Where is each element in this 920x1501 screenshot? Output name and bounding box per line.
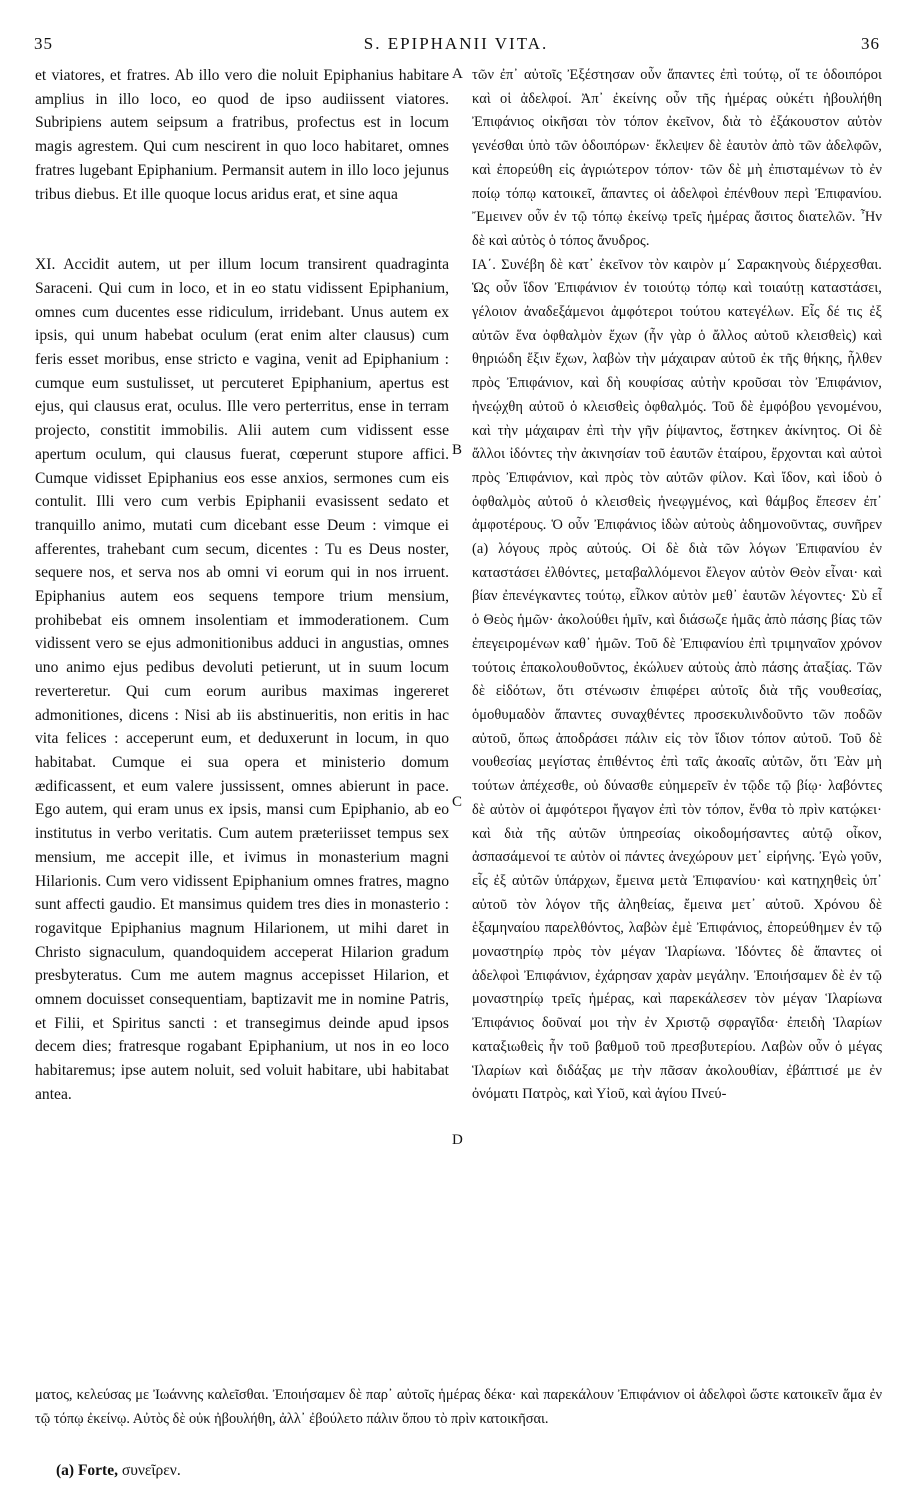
latin-paragraph-2: XI. Accidit autem, ut per illum locum transirent quadraginta Saraceni. Qui cum in loco, et in eo statu vidissent Epiphanium, omnes cum ducentes esse ridiculum, irridebant. Unus autem ex ipsis, qui unum habebat oculum (erat enim alter clausus) cum feris esset moribus, ense stricto e vagina, venit ad Epiphanium : cumque eum sustulisset, ut percuteret Epiphanium, apertus est ejus, qui clausus erat, oculus. Ille vero perterritus, ense in terram projecto, constitit immobilis. Alii autem cum vidissent esse apertum oculum, qui clausus fuerat, cœperunt stupore affici. Cumque vidisset Epiphanius eos esse anxios, sermones cum eis contulit. Illi vero cum verbis Epiphanii evasissent sedato et tranquillo animo, mutati cum dicebant esse Deum : vimque ei afferentes, trahebant cum secum, dicentes : Tu es Deus noster, sequere nos, et serva nos ab omni vi eorum qui in nos irruent. Epiphanius autem eos sequens tempore trium mensium, prohibebat eis omnem insolentiam et immoderationem. Cum vidissent vero se ejus admonitionibus adduci in angustias, omnes uno animo ejus pedibus devoluti petierunt, ut in suum locum reverteretur. Qui cum eorum auribus maximas ingereret admonitiones, dicens : Nisi ab iis abstinueritis, non eritis in hac vita felices : acceperunt eum, et deduxerunt in locum, in quo habitabat. Cumque ei sua opera et ministerio domum ædificassent, et eum valere jussissent, omnes abierunt in pace. Ego autem, qui eram unus ex ipsis, mansi cum Epiphanio, ab eo institutus in verbo veritatis. Cum autem præteriisset tempus sex mensium, me accepit ille, et ivimus in monasterium magni Hilarionis. Cum vero vidissent Epiphanium omnes fratres, magno sunt affecti gaudio. Et mansimus quidem tres dies in monasterio : rogavitque Epiphanius magnum Hilarionem, ut mihi daret in Christo signaculum, quandoquidem acceperat Hilarion gradum presbyteratus. Cum me autem magnus accepisset Hilarion, et omnem docuisset consequentiam, baptizavit me in nomine Patris, et Filii, et Spiritus sancti : et transegimus deinde apud ipsos decem dies; fratresque rogabant Epiphanium, ut nos in eo loco habitaremus; ipse autem noluit, sed voluit habitare, ubi habitabat antea. [35, 256, 449, 1103]
margin-letter-a: A [452, 66, 463, 82]
latin-paragraph-1: et viatores, et fratres. Ab illo vero die noluit Epiphanius habitare amplius in illo loco, eo quod de ipso audiissent viatores. Subripiens autem seipsum a fratribus, profectus est in locum magis agrestem. Qui cum nescirent in quo loco habitaret, omnes fratres lugebant Epiphanium. Permansit autem in illo loco jejunus tribus diebus. Et ille quoque locus aridus erat, et sine aqua [35, 67, 449, 203]
margin-letter-c: C [452, 794, 463, 810]
margin-letter-d: D [452, 1132, 463, 1148]
latin-column [35, 64, 449, 1107]
page-header [30, 34, 882, 58]
footnote [56, 1462, 181, 1480]
section-gap [35, 206, 449, 253]
greek-paragraph-1: τῶν ἐπ᾽ αὐτοῖς Ἐξέστησαν οὖν ἅπαντες ἐπὶ τούτῳ, οἵ τε ὁδοιπόροι καὶ οἱ ἀδελφοί. Ἀπ᾽ ἐκείνης οὖν τῆς ἡμέρας οὐκέτι ἠβουλήθη Ἐπιφάνιος οἰκῆσαι τὸν τόπον ἐκεῖνον, διὰ τὸ ἐξάκουστον αὐτὸν γενέσθαι ὑπὸ τῶν ὁδοιπόρων· ἔκλεψεν δὲ ἑαυτὸν ἀπὸ τῶν ἀδελφῶν, καὶ ἐπορεύθη εἰς ἀγριώτερον τόπον· τῶν δὲ μὴ ἐπισταμένων τὸ ἐν ποίῳ τόπῳ κατοικεῖ, ἅπαντες οἱ ἀδελφοὶ ἐπένθουν περὶ Ἐπιφανίου. Ἔμεινεν οὖν ἐν τῷ τόπῳ ἐκείνῳ τρεῖς ἡμέρας ἄσιτος διατελῶν. Ἦν δὲ καὶ αὐτὸς ὁ τόπος ἄνυδρος. [472, 67, 882, 249]
greek-column [472, 64, 882, 1107]
margin-letter-b: B [452, 442, 463, 458]
footnote-text: συνεῖρεν. [121, 1462, 181, 1479]
right-page-number: 36 [861, 34, 880, 53]
left-page-number: 35 [34, 34, 53, 53]
footnote-marker: (a) Forte, [56, 1462, 118, 1479]
running-title: S. EPIPHANII VITA. [363, 34, 549, 53]
greek-continuation: ματος, κελεύσας με Ἰωάννης καλεῖσθαι. Ἐποιήσαμεν δὲ παρ᾽ αὐτοῖς ἡμέρας δέκα· καὶ παρεκάλουν Ἐπιφάνιον οἱ ἀδελφοὶ ὥστε κατοικεῖν ἅμα ἐν τῷ τόπῳ ἐκείνῳ. Αὐτὸς δὲ οὐκ ἠβουλήθη, ἀλλ᾽ ἐβούλετο πάλιν ὅπου τὸ πρὶν κατοικῆσαι. [35, 1387, 882, 1427]
greek-paragraph-2: ΙΑ΄. Συνέβη δὲ κατ᾽ ἐκεῖνον τὸν καιρὸν μ΄ Σαρακηνοὺς διέρχεσθαι. Ὡς οὖν ἴδον Ἐπιφάνιον ἐν τοιούτῳ τόπῳ καὶ τοιαύτῃ καταστάσει, γέλοιον ἀναδεξάμενοι ἀμφότεροι τούτου κατεγέλων. Εἷς δέ τις ἐξ αὐτῶν ἕνα ὀφθαλμὸν ἔχων (ἦν γὰρ ὁ ἄλλος αὐτοῦ κλεισθεὶς) καὶ θηριώδη ἕξιν ἔχων, λαβὼν τὴν μάχαιραν αὐτοῦ ἐκ τῆς θήκης, ἦλθεν πρὸς Ἐπιφάνιον, καὶ δὴ κουφίσας αὐτὴν κροῦσαι τὸν Ἐπιφάνιον, ἠνεῴχθη αὐτοῦ ὁ κλεισθεὶς ὀφθαλμός. Τοῦ δὲ ἐμφόβου γενομένου, καὶ τὴν μάχαιραν ἐπὶ τὴν γῆν ῥίψαντος, ἕστηκεν ἀκίνητος. Οἱ δὲ ἄλλοι ἰδόντες τὴν ἀκινησίαν τοῦ ἑαυτῶν ἑταίρου, ἔρχονται καὶ αὐτοὶ πρὸς Ἐπιφάνιον, καὶ πρὸς τὸν αὐτῶν φίλον. Καὶ ἴδον, καὶ ἰδοὺ ὁ ὀφθαλμὸς αὐτοῦ ὁ κλεισθεὶς ἠνεῳγμένος, καὶ θάμβος ἔπεσεν ἐπ᾽ ἀμφοτέρους. Ὁ οὖν Ἐπιφάνιος ἰδὼν αὐτοὺς ἀδημονοῦντας, συνῆρεν (a) λόγους πρὸς αὐτούς. Οἱ δὲ διὰ τῶν λόγων Ἐπιφανίου ἐν καταστάσει ἐλθόντες, μεταβαλλόμενοι ἔλεγον αὐτὸν Θεὸν εἶναι· καὶ βίαν ἐπενέγκαντες τούτῳ, εἷλκον αὐτὸν μεθ᾽ ἑαυτῶν λέγοντες· Σὺ εἶ ὁ Θεὸς ἡμῶν· ἀκολούθει ἡμῖν, καὶ διάσωζε ἡμᾶς ἀπὸ πάσης βίας τῶν ἐπεγειρομένων καθ᾽ ἡμῶν. Τοῦ δὲ Ἐπιφανίου ἐπὶ τριμηναῖον χρόνον τούτοις ἐπακολουθοῦντος, ἐκώλυεν αὐτοὺς ἀπὸ πάσης ἀταξίας. Τῶν δὲ εἰδότων, ὅτι στένωσιν ἐπιφέρει αὐτοῖς διὰ τῆς νουθεσίας, ὁμοθυμαδὸν ἅπαντες συναχθέντες προσεκυλινδοῦντο τῶν ποδῶν αὐτοῦ, ὅπως ἀποδράσει πάλιν εἰς τὸν ἴδιον τόπον αὐτοῦ. Τοῦ δὲ νουθεσίας μεγίστας ἐπιθέντος ἐπὶ ταῖς ἀκοαῖς αὐτῶν, ὅτι Ἐὰν μὴ τούτων ἀπέχεσθε, οὐ δύνασθε εὐημερεῖν ἐν τῷδε τῷ βίῳ· λαβόντες δὲ αὐτὸν οἱ ἀμφότεροι ἤγαγον ἐπὶ τὸν τόπον, ἔνθα τὸ πρὶν κατῴκει· καὶ διὰ τῆς αὐτῶν ὑπηρεσίας οἰκοδομήσαντες αὐτῷ οἶκον, ἀσπασάμενοί τε αὐτὸν οἱ πάντες ἀνεχώρουν μετ᾽ εἰρήνης. Ἐγὼ γοῦν, εἷς ἐξ αὐτῶν ὑπάρχων, ἔμεινα μετὰ Ἐπιφανίου· καὶ κατηχηθεὶς ὑπ᾽ αὐτοῦ τὸν λόγον τῆς ἀληθείας, ἔμεινα μετ᾽ αὐτοῦ. Χρόνου δὲ ἑξαμηναίου παρελθόντος, λαβὼν ἐμὲ Ἐπιφάνιος, ἐπορεύθημεν ἐν τῷ μοναστηρίῳ πρὸς τὸν μέγαν Ἱλαρίωνα. Ἰδόντες δὲ ἅπαντες οἱ ἀδελφοὶ Ἐπιφάνιον, ἐχάρησαν χαρὰν μεγάλην. Ἐποιήσαμεν δὲ ἐν τῷ μοναστηρίῳ τρεῖς ἡμέρας, καὶ παρεκάλεσεν τὸν μέγαν Ἱλαρίωνα Ἐπιφάνιος δοῦναί μοι τὴν ἐν Χριστῷ σφραγῖδα· ἐπειδὴ Ἱλαρίων καταξιωθεὶς ἦν τοῦ βαθμοῦ τοῦ πρεσβυτερίου. Λαβὼν οὖν ὁ μέγας Ἱλαρίων καὶ διδάξας με τὴν πᾶσαν ἀκολουθίαν, ἐβάπτισέ με ἐν ὀνόματι Πατρὸς, καὶ Υἱοῦ, καὶ ἁγίου Πνεύ- [472, 256, 882, 1103]
